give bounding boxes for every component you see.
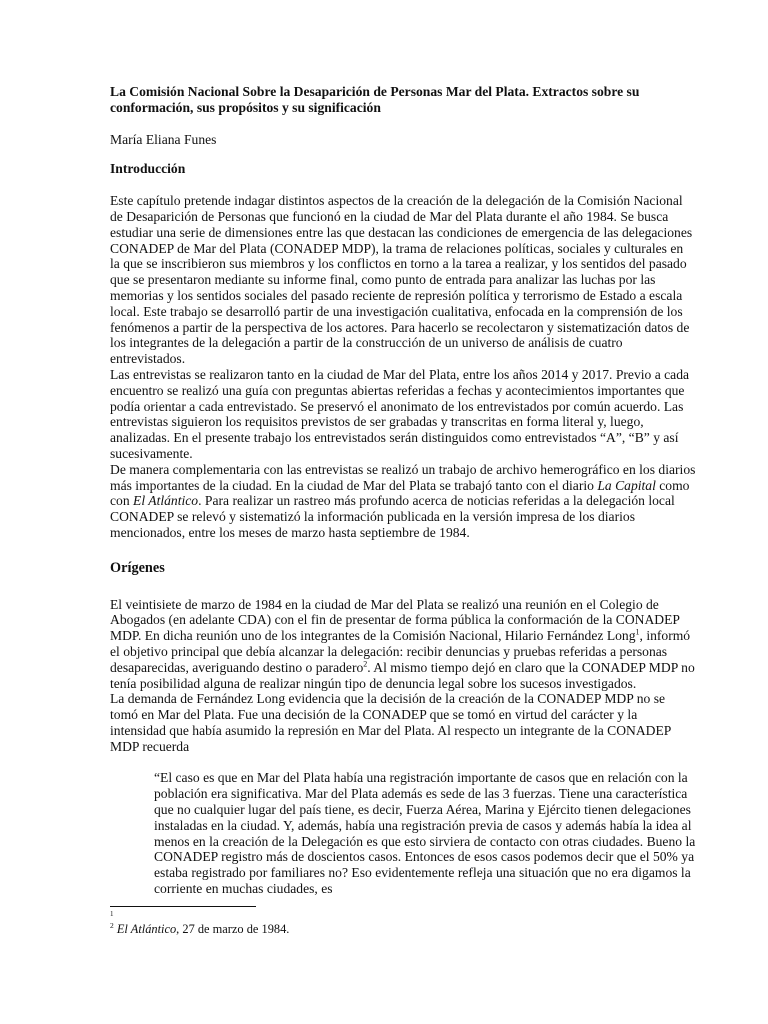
footnote-2 xyxy=(110,922,289,936)
footnote-ref-1: 1 xyxy=(635,627,640,637)
newspaper-name-el-atlantico: El Atlántico xyxy=(133,493,199,509)
paragraph-text: El veintisiete de marzo de 1984 en la ciudad de Mar del Plata se realizó una reunión en el Colegio de Abogados (en adelante CDA) con el fin de presentar de forma pública la conformación de la CONADEP MDP. En dicha reunión uno de los integrantes de la Comisión Nacional, Hilario Fernández Long xyxy=(110,596,680,644)
section-heading-origenes: Orígenes xyxy=(110,559,165,576)
document-title: La Comisión Nacional Sobre la Desaparición de Personas Mar del Plata. Extractos sobre su conformación, sus propósitos y su significación xyxy=(110,84,640,115)
document-body xyxy=(110,84,696,897)
newspaper-name-la-capital: La Capital xyxy=(597,477,656,493)
paragraph-intro-1: Este capítulo pretende indagar distintos aspectos de la creación de la delegación de la Comisión Nacional de Desaparición de Personas que funcionó en la ciudad de Mar del Plata durante el año 1984. Se busca estudiar una serie de dimensiones entre las que destacan las condiciones de emergencia de las delegaciones CONADEP de Mar del Plata (CONADEP MDP), la trama de relaciones políticas, sociales y culturales en la que se inscribieron sus miembros y los conflictos en torno a la tarea a realizar, y los sentidos del pasado que se presentaron mediante su informe final, como punto de entrada para analizar las luchas por las memorias y los sentidos sociales del pasado reciente de represión política y terrorismo de Estado a escala local. Este trabajo se desarrolló partir de una investigación cualitativa, enfocada en la comprensión de los fenómenos a partir de la perspectiva de los actores. Para hacerlo se recolectaron y sistematización datos de los integrantes de la delegación a partir de la construcción de un universo de análisis de cuatro entrevistados. xyxy=(110,193,693,367)
paragraph-text: De manera complementaria con las entrevistas se realizó un trabajo de archivo hemerográfico en los diarios más importantes de la ciudad. En la ciudad de Mar del Plata se trabajó tanto con el diario xyxy=(110,461,696,493)
paragraph-text: . Al mismo tiempo dejó en claro que la CONADEP MDP no tenía posibilidad alguna de realizar ningún tipo de denuncia legal sobre los sucesos investigados. xyxy=(110,659,695,691)
footnote-separator xyxy=(110,906,256,907)
footnote-number-1: 1 xyxy=(110,910,114,918)
paragraph-text: . Para realizar un rastreo más profundo acerca de noticias referidas a la delegación local CONADEP se relevó y sistematizó la información publicada en la versión impresa de los diarios mencionados, entre los meses de marzo hasta septiembre de 1984. xyxy=(110,493,675,540)
section-heading-introduccion: Introducción xyxy=(110,161,186,177)
footnote-source: El Atlántico xyxy=(116,922,177,936)
author-name: María Eliana Funes xyxy=(110,131,217,147)
paragraph-text: como con xyxy=(110,477,690,509)
block-quote: “El caso es que en Mar del Plata había una registración importante de casos que en relación con la población era significativa. Mar del Plata además es sede de las 3 fuerzas. Tiene una característica que no cualquier lugar del país tiene, es decir, Fuerza Aérea, Marina y Ejército tienen delegaciones instaladas en la ciudad. Y, además, había una registración previa de casos y además había la idea al menos en la creación de la Delegación es que esto sirviera de contacto con otras ciudades. Bueno la CONADEP registro más de doscientos casos. Entonces de esos casos podemos decir que el 50% ya estaba registrado por familiares no? Eso evidentemente refleja una situación que no era digamos la corriente en muchas ciudades, es xyxy=(154,770,696,897)
footnote-1 xyxy=(110,910,114,918)
paragraph-intro-2: Las entrevistas se realizaron tanto en la ciudad de Mar del Plata, entre los años 2014 y 2017. Previo a cada encuentro se realizó una guía con preguntas abiertas referidas a fechas y acontecimientos importantes que podía orientar a cada entrevistado. Se preservó el anonimato de los entrevistados por común acuerdo. Las entrevistas siguieron los requisitos previstos de ser grabadas y transcritas en forma literal y, luego, analizadas. En el presente trabajo los entrevistados serán distinguidos como entrevistados “A”, “B” y así sucesivamente. xyxy=(110,366,690,461)
footnote-ref-2: 2 xyxy=(363,659,368,669)
paragraph-origenes-2: La demanda de Fernández Long evidencia que la decisión de la creación de la CONADEP MDP no se tomó en Mar del Plata. Fue una decisión de la CONADEP que se tomó en virtud del carácter y la intensidad que había asumido la represión en Mar del Plata. Al respecto un integrante de la CONADEP MDP recuerda xyxy=(110,691,671,754)
paragraph-intro-3 xyxy=(110,462,696,541)
paragraph-text: , informó el objetivo principal que debía alcanzar la delegación: recibir denuncias y pruebas referidas a personas desaparecidas, averiguando destino o paradero xyxy=(110,628,691,675)
footnote-number-2: 2 xyxy=(110,920,114,930)
footnote-text: , 27 de marzo de 1984. xyxy=(176,922,290,936)
paragraph-origenes-1 xyxy=(110,597,696,692)
